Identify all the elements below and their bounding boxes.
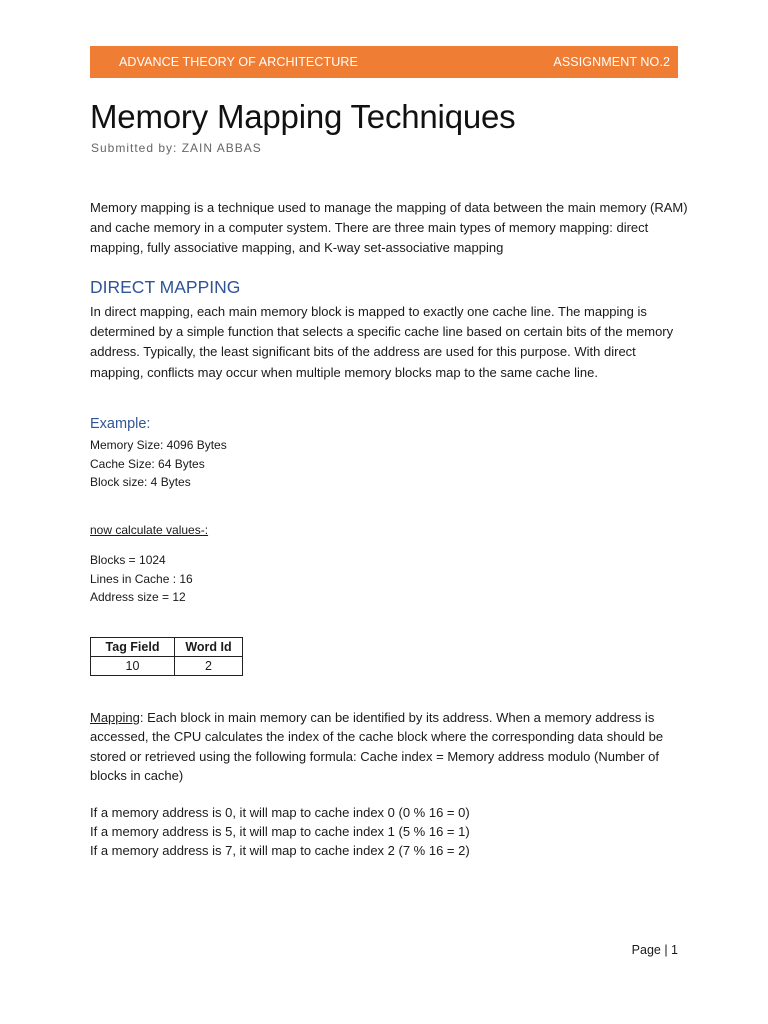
- mapping-label: Mapping: [90, 710, 140, 725]
- table-cell: 10: [91, 657, 175, 676]
- document-title: Memory Mapping Techniques: [90, 98, 516, 135]
- example-line: Cache Size: 64 Bytes: [90, 456, 205, 471]
- mapping-paragraph: [90, 708, 690, 785]
- table-header-cell: Tag Field: [91, 638, 175, 657]
- assignment-number: ASSIGNMENT NO.2: [553, 55, 670, 69]
- table-row: [91, 657, 243, 676]
- course-title: ADVANCE THEORY OF ARCHITECTURE: [119, 55, 358, 69]
- direct-mapping-heading: DIRECT MAPPING: [90, 277, 241, 297]
- page-number: Page | 1: [631, 943, 678, 957]
- table-cell: 2: [175, 657, 243, 676]
- document-subtitle: Submitted by: ZAIN ABBAS: [91, 141, 262, 155]
- table-header-row: [91, 638, 243, 657]
- example-heading: Example:: [90, 416, 151, 432]
- calculate-line: Blocks = 1024: [90, 553, 166, 567]
- mapping-text: : Each block in main memory can be identified by its address. When a memory address is accessed, the CPU calculates the index of the cache block where the corresponding data should be stored or retrieved using the following formula: Cache index = Memory address modulo (Number of blocks in cache): [90, 710, 664, 783]
- page-header-bar: [90, 46, 678, 78]
- calculate-list: [90, 551, 193, 607]
- modulo-example-line: If a memory address is 0, it will map to cache index 0 (0 % 16 = 0): [90, 805, 470, 820]
- direct-mapping-paragraph: In direct mapping, each main memory block is mapped to exactly one cache line. The mapping is determined by a simple function that selects a specific cache line based on certain bits of the memory address. Typically, the least significant bits of the address are used for this purpose. With direct mapping, conflicts may occur when multiple memory blocks map to the same cache line.: [90, 304, 674, 380]
- calculate-line: Address size = 12: [90, 590, 186, 605]
- calculate-heading: now calculate values-:: [90, 523, 209, 537]
- table-header-cell: Word Id: [175, 638, 243, 657]
- example-line: Memory Size: 4096 Bytes: [90, 438, 227, 452]
- modulo-examples: [90, 803, 470, 860]
- modulo-example-line: If a memory address is 5, it will map to cache index 1 (5 % 16 = 1): [90, 824, 470, 839]
- calculate-line: Lines in Cache : 16: [90, 571, 193, 586]
- address-fields-table: [90, 637, 243, 676]
- intro-paragraph: Memory mapping is a technique used to manage the mapping of data between the main memory (RAM) and cache memory in a computer system. There are three main types of memory mapping: direct mapping, fully associative mapping, and K-way set-associative mapping: [90, 200, 688, 256]
- modulo-example-line: If a memory address is 7, it will map to cache index 2 (7 % 16 = 2): [90, 843, 470, 858]
- example-line: Block size: 4 Bytes: [90, 475, 191, 490]
- example-list: [90, 436, 227, 492]
